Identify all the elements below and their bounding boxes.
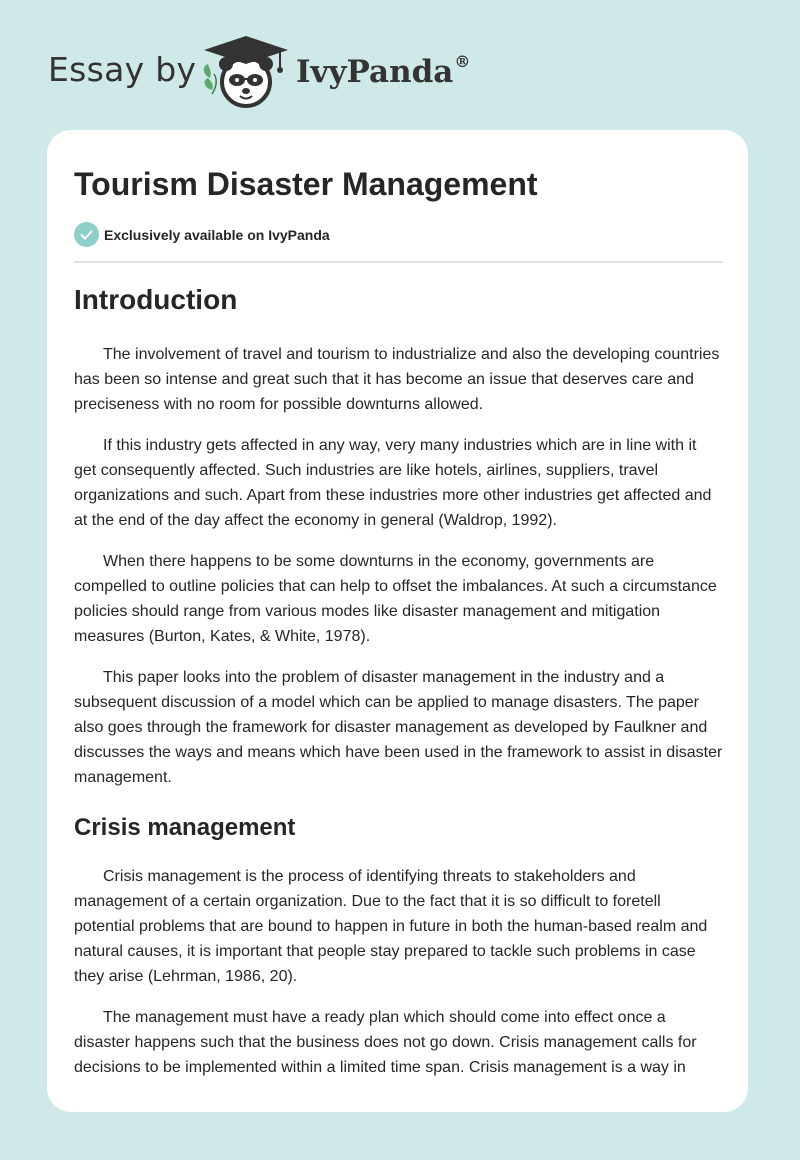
article-body bbox=[74, 282, 723, 1096]
paragraph: This paper looks into the problem of disaster management in the industry and a subsequent discussion of a model which can be applied to manage disasters. The paper also goes through the framework for disaster management as developed by Faulkner and discusses the ways and means which have been used in the framework to assist in disaster management. bbox=[74, 669, 723, 786]
exclusive-badge-label: Exclusively available on IvyPanda bbox=[104, 226, 330, 243]
registered-mark: ® bbox=[454, 52, 471, 71]
divider bbox=[74, 261, 723, 263]
check-icon bbox=[74, 222, 99, 247]
section-heading-crisis-management: Crisis management bbox=[74, 814, 296, 841]
panda-graduate-icon[interactable] bbox=[200, 34, 292, 110]
paragraph: The management must have a ready plan which should come into effect once a disaster happens such that the business does not go down. Crisis management calls for decisions to be implemented within a limited time span. Crisis management is a way in bbox=[74, 1009, 697, 1076]
essay-by-label: Essay by bbox=[48, 50, 197, 89]
site-header bbox=[0, 0, 800, 120]
page-title: Tourism Disaster Management bbox=[74, 166, 538, 202]
section-heading-introduction: Introduction bbox=[74, 284, 238, 315]
paragraph: When there happens to be some downturns in the economy, governments are compelled to outline policies that can help to offset the imbalances. At such a circumstance policies should range from various modes like disaster management and mitigation measures (Burton, Kates, & White, 1978). bbox=[74, 553, 717, 645]
exclusive-badge bbox=[74, 222, 330, 247]
paragraph: If this industry gets affected in any way, very many industries which are in line with it get consequently affected. Such industries are like hotels, airlines, suppliers, travel organizations and such. Apart from these industries more other industries get affected and at the end of the day affect the economy in general (Waldrop, 1992). bbox=[74, 437, 712, 529]
paragraph: The involvement of travel and tourism to industrialize and also the developing countries has been so intense and great such that it has become an issue that deserves care and preciseness with no room for possible downturns allowed. bbox=[74, 346, 720, 413]
brand-name: IvyPanda bbox=[296, 54, 454, 90]
paragraph: Crisis management is the process of identifying threats to stakeholders and management of a certain organization. Due to the fact that it is so difficult to foretell potential problems that are bound to happen in future in both the human-based realm and natural causes, it is important that people stay prepared to tackle such problems in case they arise (Lehrman, 1986, 20). bbox=[74, 868, 708, 985]
essay-card bbox=[47, 130, 748, 1112]
brand-logo-text[interactable] bbox=[296, 54, 470, 90]
